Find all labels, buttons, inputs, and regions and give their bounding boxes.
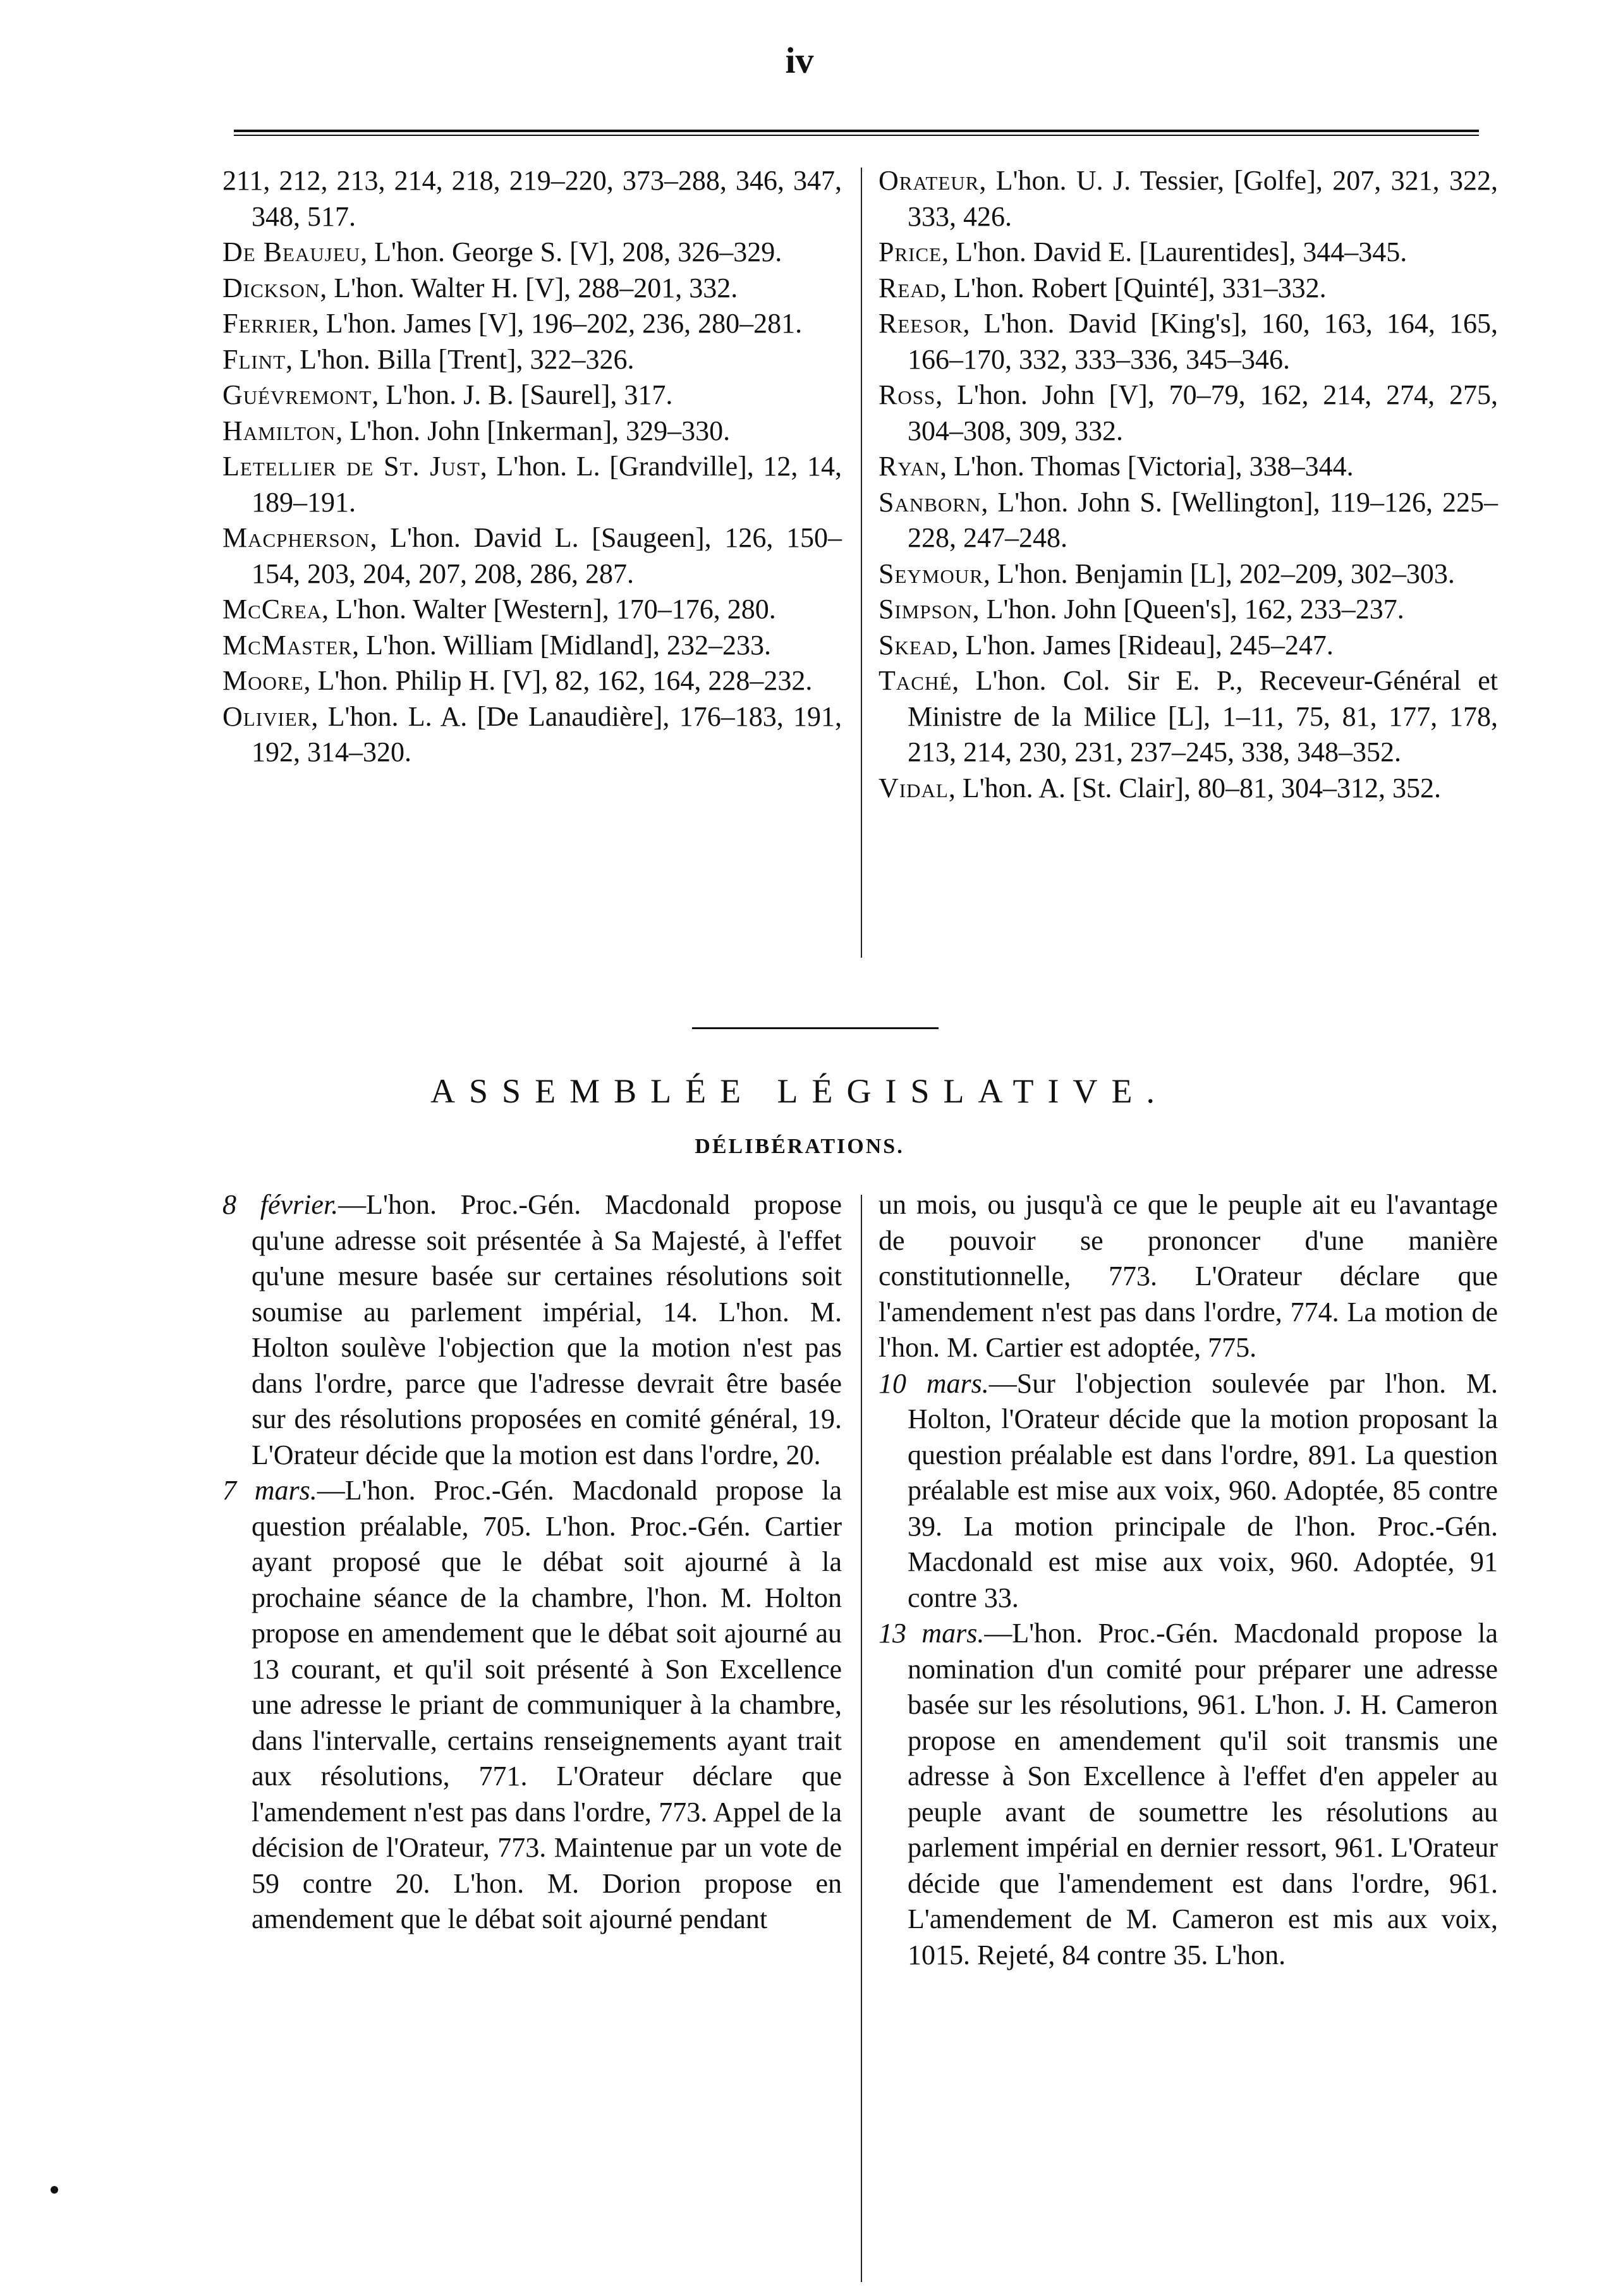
section-rule — [692, 1027, 939, 1029]
index-entry: De Beaujeu, L'hon. George S. [V], 208, 326–329. — [222, 236, 782, 267]
index-entry: Taché, L'hon. Col. Sir E. P., Receveur-Général et Ministre de la Milice [L], 1–11, 75, 81, 177, 178, 213, 214, 230, 231, 237–245, 338, 348–352. — [879, 665, 1498, 767]
deliberation-entry: 13 mars.—L'hon. Proc.-Gén. Macdonald propose la nomination d'un comité pour préparer une adresse basée sur les résolutions, 961. L'hon. J. H. Cameron propose en amendement qu'il soit transmis une adresse à Son Excellence à l'effet d'en appeler au peuple avant de soumettre les résolutions au parlement impérial en dernier ressort, 961. L'Orateur décide que l'amendement est dans l'ordre, 961. L'amendement de M. Cameron est mis aux voix, 1015. Rejeté, 84 contre 35. L'hon. — [879, 1618, 1498, 1970]
index-entry: Skead, L'hon. James [Rideau], 245–247. — [879, 629, 1334, 661]
section-subheading: DÉLIBÉRATIONS. — [695, 1135, 904, 1158]
index-column-right — [879, 163, 1498, 806]
index-entry: Price, L'hon. David E. [Laurentides], 344–345. — [879, 236, 1407, 267]
entry-date: 13 mars. — [879, 1618, 985, 1649]
deliberations-column-left — [222, 1187, 842, 1938]
column-divider — [861, 168, 862, 958]
deliberation-entry: 7 mars.—L'hon. Proc.-Gén. Macdonald propose la question préalable, 705. L'hon. Proc.-Gén. Cartier ayant proposé que le débat soit ajourné à la prochaine séance de la chambre, l'hon. M. Holton propose en amendement que le débat soit ajourné au 13 courant, et qu'il soit présenté à Son Excellence une adresse le priant de communiquer à la chambre, dans l'intervalle, certains renseignements ayant trait aux résolutions, 771. L'Orateur déclare que l'amendement n'est pas dans l'ordre, 773. Appel de la décision de l'Orateur, 773. Maintenue par un vote de 59 contre 20. L'hon. M. Dorion propose en amendement que le débat soit ajourné pendant — [222, 1475, 842, 1934]
section-title: ASSEMBLÉE LÉGISLATIVE. — [430, 1072, 1169, 1110]
index-column-left — [222, 163, 842, 771]
index-entry: Hamilton, L'hon. John [Inkerman], 329–330. — [222, 415, 731, 446]
index-entry: 211, 212, 213, 214, 218, 219–220, 373–288, 346, 347, 348, 517. — [222, 165, 842, 232]
index-entry: Vidal, L'hon. A. [St. Clair], 80–81, 304–312, 352. — [879, 772, 1441, 803]
column-divider — [861, 1195, 862, 2282]
index-entry: Ross, L'hon. John [V], 70–79, 162, 214, 274, 275, 304–308, 309, 332. — [879, 379, 1498, 446]
index-entry: Read, L'hon. Robert [Quinté], 331–332. — [879, 272, 1327, 303]
page-number: iv — [785, 40, 814, 81]
index-entry: Letellier de St. Just, L'hon. L. [Grandville], 12, 14, 189–191. — [222, 451, 842, 518]
index-entry: McCrea, L'hon. Walter [Western], 170–176, 280. — [222, 594, 776, 625]
header-rule-thin — [234, 135, 1479, 136]
entry-date: 10 mars. — [879, 1367, 989, 1399]
index-entry: Orateur, L'hon. U. J. Tessier, [Golfe], 207, 321, 322, 333, 426. — [879, 165, 1498, 232]
index-entry: Seymour, L'hon. Benjamin [L], 202–209, 302–303. — [879, 558, 1455, 589]
index-entry: Macpherson, L'hon. David L. [Saugeen], 126, 150–154, 203, 204, 207, 208, 286, 287. — [222, 522, 842, 589]
index-entry: Moore, L'hon. Philip H. [V], 82, 162, 164, 228–232. — [222, 665, 813, 696]
index-entry: McMaster, L'hon. William [Midland], 232–233. — [222, 629, 771, 661]
index-entry: Sanborn, L'hon. John S. [Wellington], 119–126, 225–228, 247–248. — [879, 486, 1498, 553]
entry-date: 8 février. — [222, 1189, 339, 1220]
deliberation-entry: 8 février.—L'hon. Proc.-Gén. Macdonald propose qu'une adresse soit présentée à Sa Majesté, à l'effet qu'une mesure basée sur certaines résolutions soit soumise au parlement impérial, 14. L'hon. M. Holton soulève l'objection que la motion n'est pas dans l'ordre, parce que l'adresse devrait être basée sur des résolutions proposées en comité général, 19. L'Orateur décide que la motion est dans l'ordre, 20. — [222, 1189, 842, 1470]
index-entry: Guévremont, L'hon. J. B. [Saurel], 317. — [222, 379, 673, 410]
index-entry: Ferrier, L'hon. James [V], 196–202, 236, 280–281. — [222, 308, 803, 339]
ink-dot — [51, 2186, 58, 2194]
index-entry: Simpson, L'hon. John [Queen's], 162, 233–237. — [879, 594, 1404, 625]
header-rule — [234, 130, 1479, 132]
deliberation-entry: 10 mars.—Sur l'objection soulevée par l'hon. M. Holton, l'Orateur décide que la motion proposant la question préalable est dans l'ordre, 891. La question préalable est mise aux voix, 960. Adoptée, 85 contre 39. La motion principale de l'hon. Proc.-Gén. Macdonald est mise aux voix, 960. Adoptée, 91 contre 33. — [879, 1367, 1498, 1613]
index-entry: Flint, L'hon. Billa [Trent], 322–326. — [222, 343, 635, 375]
index-entry: Ryan, L'hon. Thomas [Victoria], 338–344. — [879, 451, 1354, 482]
index-entry: Dickson, L'hon. Walter H. [V], 288–201, 332. — [222, 272, 738, 303]
index-entry: Reesor, L'hon. David [King's], 160, 163, 164, 165, 166–170, 332, 333–336, 345–346. — [879, 308, 1498, 375]
deliberations-column-right — [879, 1187, 1498, 1973]
deliberation-entry: un mois, ou jusqu'à ce que le peuple ait eu l'avantage de pouvoir se prononcer d'une manière constitutionnelle, 773. L'Orateur déclare que l'amendement n'est pas dans l'ordre, 774. La motion de l'hon. M. Cartier est adoptée, 775. — [879, 1189, 1498, 1363]
entry-date: 7 mars. — [222, 1475, 317, 1506]
index-entry: Olivier, L'hon. L. A. [De Lanaudière], 176–183, 191, 192, 314–320. — [222, 700, 842, 767]
